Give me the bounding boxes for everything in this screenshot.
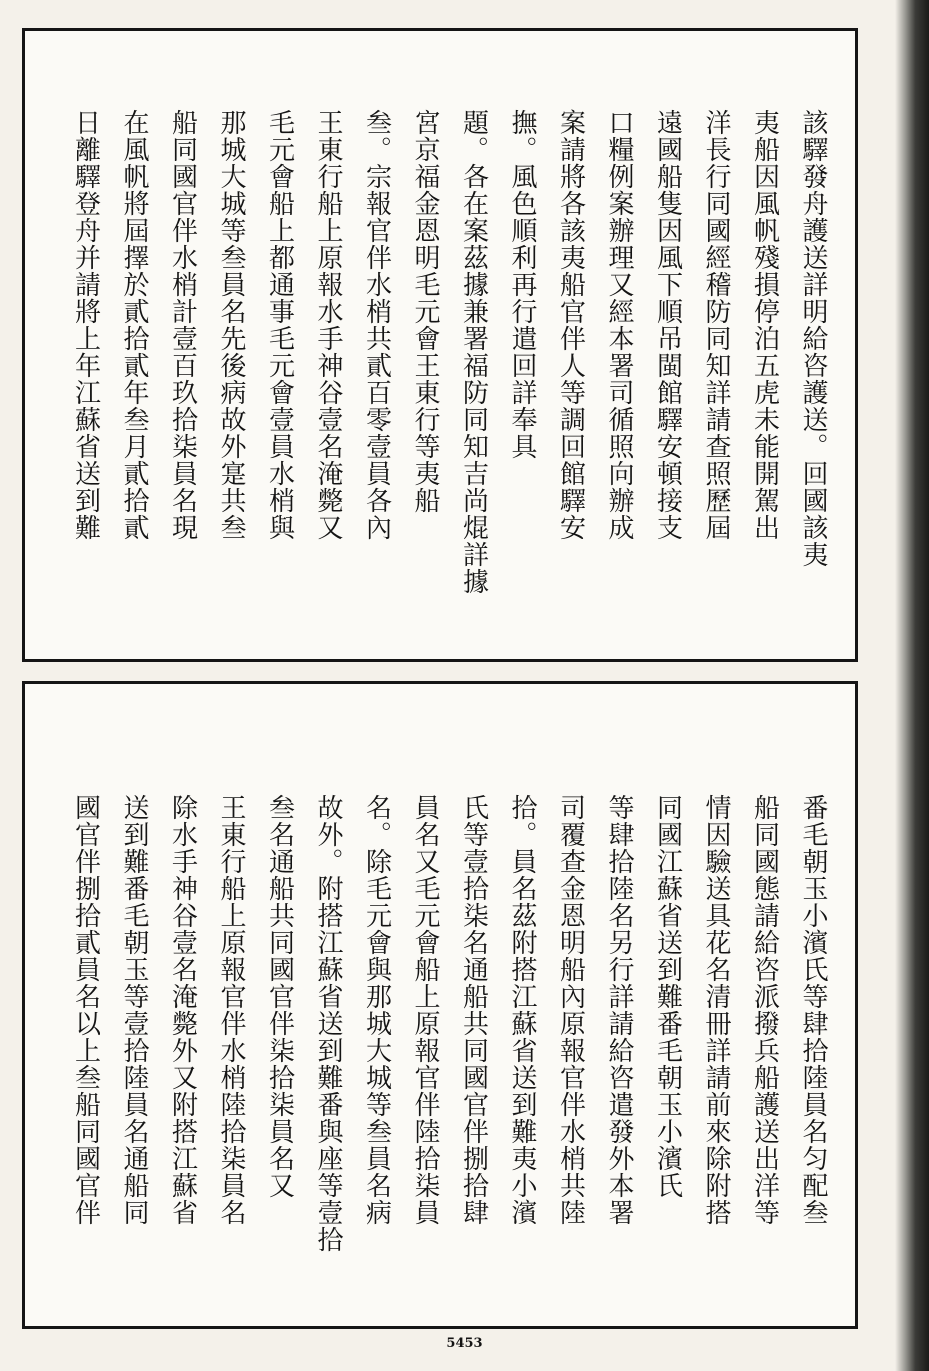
text-column: 日離驛登舟并請將上年江蘇省送到難	[70, 109, 101, 541]
text-column: 拾。員名茲附搭江蘇省送到難夷小濱	[507, 794, 537, 1226]
book-binding-shadow	[895, 0, 929, 1371]
text-columns-top	[25, 31, 855, 659]
text-column: 等肆拾陸名另行詳請給咨遣發外本署	[604, 794, 634, 1226]
text-column: 故外。附搭江蘇省送到難番與座等壹拾	[313, 794, 343, 1253]
text-column: 番毛朝玉小濱氏等肆拾陸員名匀配叁	[798, 794, 828, 1226]
text-column: 口糧例案辦理又經本署司循照向辦成	[604, 109, 634, 541]
text-column: 情因驗送具花名清冊詳請前來除附搭	[701, 794, 731, 1226]
text-column: 司覆查金恩明船內原報官伴水梢共陸	[555, 794, 586, 1226]
text-column: 叁名通船共同國官伴柒拾柒員名又	[264, 794, 295, 1199]
text-column: 王東行船上原報官伴水梢陸拾柒員名	[216, 794, 246, 1226]
text-column: 洋長行同國經稽防同知詳請查照歷屆	[701, 109, 731, 541]
text-column: 宮京福金恩明毛元會王東行等夷船	[410, 109, 440, 514]
text-column: 毛元會船上都通事毛元會壹員水梢與	[264, 109, 295, 541]
text-column: 船同國官伴水梢計壹百玖拾柒員名現	[167, 109, 198, 541]
document-panel-top	[22, 28, 858, 662]
text-column: 氏等壹拾柒名通船共同國官伴捌拾肆	[458, 794, 489, 1226]
text-column: 該驛發舟護送詳明給咨護送。回國該夷	[798, 109, 828, 568]
text-column: 叁。宗報官伴水梢共貳百零壹員各內	[361, 109, 392, 541]
text-column: 送到難番毛朝玉等壹拾陸員名通船同	[119, 794, 149, 1226]
text-column: 那城大城等叁員名先後病故外寔共叁	[216, 109, 246, 541]
text-columns-bottom	[25, 684, 855, 1326]
text-column: 員名又毛元會船上原報官伴陸拾柒員	[410, 794, 440, 1226]
text-column: 除水手神谷壹名淹斃外又附搭江蘇省	[167, 794, 198, 1226]
text-column: 題。各在案茲據兼署福防同知吉尚焜詳據	[458, 109, 489, 595]
text-column: 同國江蘇省送到難番毛朝玉小濱氏	[652, 794, 683, 1199]
document-panel-bottom	[22, 681, 858, 1329]
text-column: 夷船因風帆殘損停泊五虎未能開駕出	[749, 109, 780, 541]
page-number: 5453	[446, 1336, 483, 1351]
text-column: 遠國船隻因風下順吊閩館驛安頓接支	[652, 109, 683, 541]
text-column: 名。除毛元會與那城大城等叁員名病	[361, 794, 392, 1226]
text-column: 撫。風色順利再行遣回詳奉具	[507, 109, 537, 460]
text-column: 案請將各該夷船官伴人等調回館驛安	[555, 109, 586, 541]
text-column: 在風帆將屆擇於貳拾貳年叁月貳拾貳	[119, 109, 149, 541]
text-column: 國官伴捌拾貳員名以上叁船同國官伴	[70, 794, 101, 1226]
text-column: 船同國態請給咨派撥兵船護送出洋等	[749, 794, 780, 1226]
text-column: 王東行船上原報水手神谷壹名淹斃又	[313, 109, 343, 541]
